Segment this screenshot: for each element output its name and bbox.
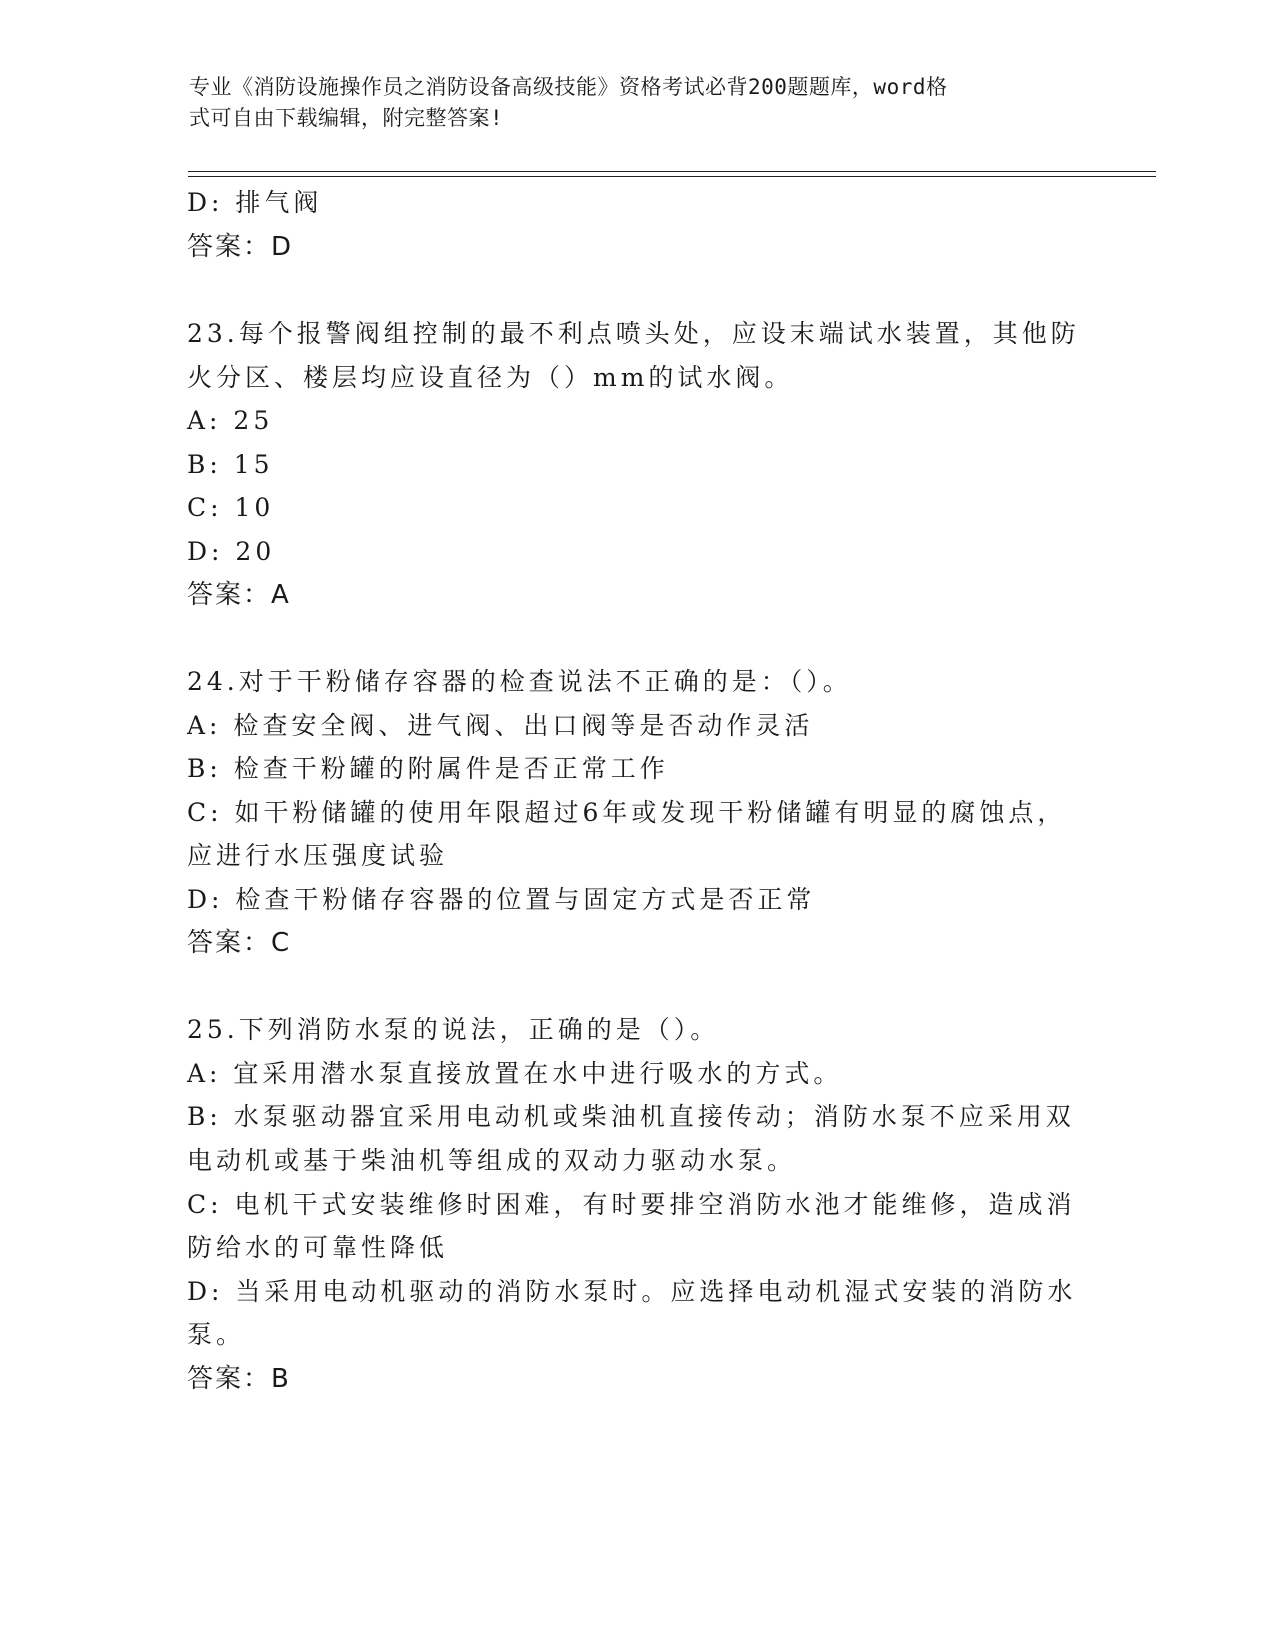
answer: 答案：B <box>187 1364 291 1394</box>
option-d-line-2: 泵。 <box>187 1320 246 1349</box>
question-stem-line-1: 24.对于干粉储存容器的检查说法不正确的是：（）。 <box>187 667 852 696</box>
option-a: A: 宜采用潜水泵直接放置在水中进行吸水的方式。 <box>187 1059 843 1088</box>
option-b: B: 15 <box>187 450 274 479</box>
question-stem-line-2: 火分区、楼层均应设直径为（）mm的试水阀。 <box>187 363 794 392</box>
option-d-line-1: D: 当采用电动机驱动的消防水泵时。应选择电动机湿式安装的消防水 <box>187 1277 1077 1306</box>
prev-question-option-d: D: 排气阀 <box>187 188 323 217</box>
option-c-line-1: C: 如干粉储罐的使用年限超过6年或发现干粉储罐有明显的腐蚀点， <box>187 798 1067 827</box>
header-divider-top <box>188 171 1156 172</box>
option-b: B: 检查干粉罐的附属件是否正常工作 <box>187 754 669 783</box>
option-c-line-2: 应进行水压强度试验 <box>187 841 449 870</box>
answer: 答案：A <box>187 580 291 610</box>
option-c: C: 10 <box>187 493 275 522</box>
option-a: A: 检查安全阀、进气阀、出口阀等是否动作灵活 <box>187 711 814 740</box>
answer: 答案：C <box>187 928 292 958</box>
option-d: D: 检查干粉储存容器的位置与固定方式是否正常 <box>187 885 816 914</box>
option-c-line-2: 防给水的可靠性降低 <box>187 1233 449 1262</box>
header-title-line-2: 式可自由下载编辑，附完整答案! <box>189 106 504 130</box>
option-b-line-1: B: 水泵驱动器宜采用电动机或柴油机直接传动；消防水泵不应采用双 <box>187 1102 1075 1131</box>
question-stem-line-1: 25.下列消防水泵的说法，正确的是（）。 <box>187 1015 720 1044</box>
option-d: D: 20 <box>187 537 276 566</box>
option-c-line-1: C: 电机干式安装维修时困难，有时要排空消防水池才能维修，造成消 <box>187 1190 1076 1219</box>
option-a: A: 25 <box>187 406 274 435</box>
header-title-line-1: 专业《消防设施操作员之消防设备高级技能》资格考试必背200题题库，word格 <box>189 75 948 99</box>
question-stem-line-1: 23.每个报警阀组控制的最不利点喷头处，应设末端试水装置，其他防 <box>187 319 1080 348</box>
prev-question-answer: 答案：D <box>187 232 294 262</box>
header-divider-bottom <box>188 176 1156 177</box>
option-b-line-2: 电动机或基于柴油机等组成的双动力驱动水泵。 <box>187 1146 797 1175</box>
